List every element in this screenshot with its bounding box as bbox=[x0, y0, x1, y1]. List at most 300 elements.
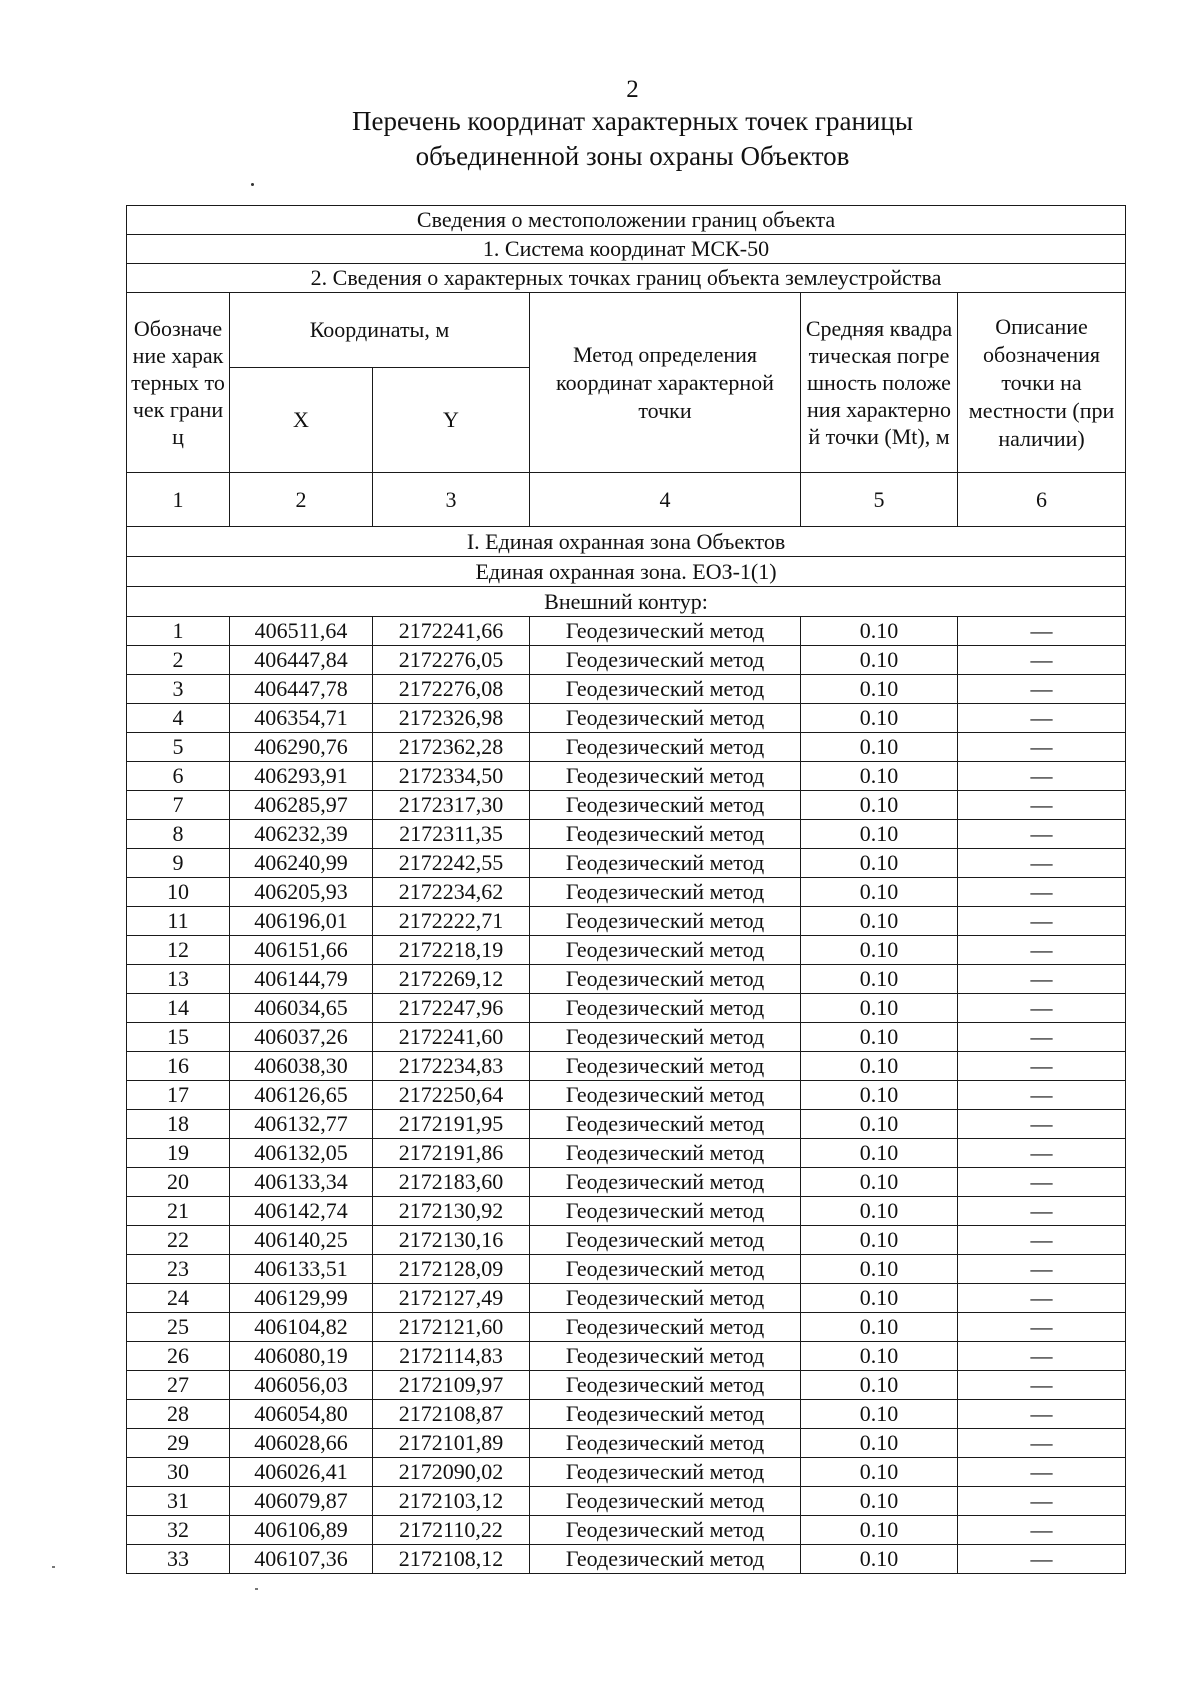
column-number-row bbox=[127, 473, 1126, 527]
y-coordinate-cell: 2172334,50 bbox=[373, 762, 530, 791]
error-cell: 0.10 bbox=[801, 1110, 958, 1139]
header-point-designation bbox=[127, 293, 230, 473]
method-cell: Геодезический метод bbox=[530, 965, 801, 994]
point-number-cell: 30 bbox=[127, 1458, 230, 1487]
point-number-cell: 15 bbox=[127, 1023, 230, 1052]
description-cell bbox=[958, 994, 1126, 1023]
x-coordinate-cell: 406151,66 bbox=[230, 936, 373, 965]
column-number: 3 bbox=[373, 473, 530, 527]
header-method-text: Метод определения координат характерной точки bbox=[556, 341, 774, 423]
method-cell: Геодезический метод bbox=[530, 820, 801, 849]
y-coordinate-cell: 2172317,30 bbox=[373, 791, 530, 820]
description-dash: — bbox=[1030, 1401, 1053, 1426]
error-cell: 0.10 bbox=[801, 1081, 958, 1110]
title-line-1: Перечень координат характерных точек границы bbox=[352, 106, 913, 136]
error-cell: 0.10 bbox=[801, 617, 958, 646]
caption-row-3 bbox=[127, 264, 1126, 293]
column-number: 2 bbox=[230, 473, 373, 527]
method-cell: Геодезический метод bbox=[530, 1458, 801, 1487]
point-number-cell: 8 bbox=[127, 820, 230, 849]
error-cell: 0.10 bbox=[801, 1342, 958, 1371]
description-cell bbox=[958, 704, 1126, 733]
table-row bbox=[127, 994, 1126, 1023]
point-number-cell: 21 bbox=[127, 1197, 230, 1226]
error-cell: 0.10 bbox=[801, 1168, 958, 1197]
x-coordinate-cell: 406140,25 bbox=[230, 1226, 373, 1255]
x-coordinate-cell: 406290,76 bbox=[230, 733, 373, 762]
x-coordinate-cell: 406232,39 bbox=[230, 820, 373, 849]
table-row bbox=[127, 733, 1126, 762]
description-dash: — bbox=[1030, 1488, 1053, 1513]
error-cell: 0.10 bbox=[801, 820, 958, 849]
table-row bbox=[127, 1545, 1126, 1574]
description-dash: — bbox=[1030, 1372, 1053, 1397]
y-coordinate-cell: 2172191,95 bbox=[373, 1110, 530, 1139]
method-cell: Геодезический метод bbox=[530, 907, 801, 936]
error-cell: 0.10 bbox=[801, 1139, 958, 1168]
description-cell bbox=[958, 1400, 1126, 1429]
x-coordinate-cell: 406142,74 bbox=[230, 1197, 373, 1226]
point-number-cell: 2 bbox=[127, 646, 230, 675]
table-row bbox=[127, 1342, 1126, 1371]
y-coordinate-cell: 2172276,08 bbox=[373, 675, 530, 704]
x-coordinate-cell: 406106,89 bbox=[230, 1516, 373, 1545]
point-number-cell: 12 bbox=[127, 936, 230, 965]
method-cell: Геодезический метод bbox=[530, 617, 801, 646]
point-number-cell: 27 bbox=[127, 1371, 230, 1400]
description-dash: — bbox=[1030, 908, 1053, 933]
point-number-cell: 11 bbox=[127, 907, 230, 936]
method-cell: Геодезический метод bbox=[530, 1545, 801, 1574]
method-cell: Геодезический метод bbox=[530, 1197, 801, 1226]
description-cell bbox=[958, 1429, 1126, 1458]
table-row bbox=[127, 1139, 1126, 1168]
y-coordinate-cell: 2172114,83 bbox=[373, 1342, 530, 1371]
y-coordinate-cell: 2172276,05 bbox=[373, 646, 530, 675]
x-coordinate-cell: 406107,36 bbox=[230, 1545, 373, 1574]
table-row bbox=[127, 1487, 1126, 1516]
x-coordinate-cell: 406285,97 bbox=[230, 791, 373, 820]
x-coordinate-cell: 406104,82 bbox=[230, 1313, 373, 1342]
method-cell: Геодезический метод bbox=[530, 1429, 801, 1458]
table-row bbox=[127, 1458, 1126, 1487]
description-cell bbox=[958, 1458, 1126, 1487]
header-row-1 bbox=[127, 293, 1126, 368]
description-cell bbox=[958, 617, 1126, 646]
error-cell: 0.10 bbox=[801, 1545, 958, 1574]
y-coordinate-cell: 2172326,98 bbox=[373, 704, 530, 733]
table-row bbox=[127, 965, 1126, 994]
method-cell: Геодезический метод bbox=[530, 1081, 801, 1110]
description-cell bbox=[958, 675, 1126, 704]
description-dash: — bbox=[1030, 879, 1053, 904]
x-coordinate-cell: 406447,78 bbox=[230, 675, 373, 704]
error-cell: 0.10 bbox=[801, 762, 958, 791]
point-number-cell: 28 bbox=[127, 1400, 230, 1429]
y-coordinate-cell: 2172130,92 bbox=[373, 1197, 530, 1226]
description-dash: — bbox=[1030, 1546, 1053, 1571]
page-number: 2 bbox=[626, 76, 639, 103]
point-number-cell: 4 bbox=[127, 704, 230, 733]
description-dash: — bbox=[1030, 676, 1053, 701]
y-coordinate-cell: 2172121,60 bbox=[373, 1313, 530, 1342]
header-y: Y bbox=[373, 368, 530, 473]
description-cell bbox=[958, 1255, 1126, 1284]
method-cell: Геодезический метод bbox=[530, 849, 801, 878]
y-coordinate-cell: 2172362,28 bbox=[373, 733, 530, 762]
table-row bbox=[127, 1429, 1126, 1458]
header-error-text: Средняя квадратическая погрешность положения характерной точки (Mt), м bbox=[805, 316, 953, 449]
caption-row-1 bbox=[127, 206, 1126, 235]
scan-speck bbox=[52, 1566, 55, 1568]
point-number-cell: 22 bbox=[127, 1226, 230, 1255]
description-cell bbox=[958, 1168, 1126, 1197]
x-coordinate-cell: 406293,91 bbox=[230, 762, 373, 791]
description-cell bbox=[958, 965, 1126, 994]
description-dash: — bbox=[1030, 937, 1053, 962]
description-dash: — bbox=[1030, 995, 1053, 1020]
table-row bbox=[127, 762, 1126, 791]
description-dash: — bbox=[1030, 1256, 1053, 1281]
section-row bbox=[127, 527, 1126, 557]
point-number-cell: 6 bbox=[127, 762, 230, 791]
table-row bbox=[127, 617, 1126, 646]
description-cell bbox=[958, 1023, 1126, 1052]
error-cell: 0.10 bbox=[801, 1226, 958, 1255]
x-coordinate-cell: 406511,64 bbox=[230, 617, 373, 646]
column-number: 6 bbox=[958, 473, 1126, 527]
caption-points-info: 2. Сведения о характерных точках границ объекта землеустройства bbox=[127, 264, 1126, 293]
point-number-cell: 31 bbox=[127, 1487, 230, 1516]
description-cell bbox=[958, 1371, 1126, 1400]
method-cell: Геодезический метод bbox=[530, 1371, 801, 1400]
table-row bbox=[127, 907, 1126, 936]
error-cell: 0.10 bbox=[801, 1023, 958, 1052]
point-number-cell: 23 bbox=[127, 1255, 230, 1284]
x-coordinate-cell: 406132,05 bbox=[230, 1139, 373, 1168]
table-row bbox=[127, 704, 1126, 733]
description-dash: — bbox=[1030, 647, 1053, 672]
method-cell: Геодезический метод bbox=[530, 878, 801, 907]
description-dash: — bbox=[1030, 1517, 1053, 1542]
y-coordinate-cell: 2172241,60 bbox=[373, 1023, 530, 1052]
error-cell: 0.10 bbox=[801, 1052, 958, 1081]
header-description bbox=[958, 293, 1126, 473]
description-cell bbox=[958, 646, 1126, 675]
description-dash: — bbox=[1030, 763, 1053, 788]
method-cell: Геодезический метод bbox=[530, 1052, 801, 1081]
description-cell bbox=[958, 1284, 1126, 1313]
column-number: 4 bbox=[530, 473, 801, 527]
table-row bbox=[127, 820, 1126, 849]
x-coordinate-cell: 406144,79 bbox=[230, 965, 373, 994]
table-row bbox=[127, 1255, 1126, 1284]
method-cell: Геодезический метод bbox=[530, 994, 801, 1023]
zone-row bbox=[127, 557, 1126, 587]
description-dash: — bbox=[1030, 705, 1053, 730]
header-method bbox=[530, 293, 801, 473]
description-dash: — bbox=[1030, 1285, 1053, 1310]
y-coordinate-cell: 2172234,83 bbox=[373, 1052, 530, 1081]
description-dash: — bbox=[1030, 1053, 1053, 1078]
description-cell bbox=[958, 1197, 1126, 1226]
x-coordinate-cell: 406129,99 bbox=[230, 1284, 373, 1313]
method-cell: Геодезический метод bbox=[530, 646, 801, 675]
contour-title: Внешний контур: bbox=[127, 587, 1126, 617]
caption-coordinate-system: 1. Система координат МСК-50 bbox=[127, 235, 1126, 264]
point-number-cell: 20 bbox=[127, 1168, 230, 1197]
y-coordinate-cell: 2172250,64 bbox=[373, 1081, 530, 1110]
x-coordinate-cell: 406056,03 bbox=[230, 1371, 373, 1400]
table-row bbox=[127, 1400, 1126, 1429]
header-description-text: Описание обозначения точки на местности (при наличии) bbox=[968, 313, 1115, 451]
error-cell: 0.10 bbox=[801, 1400, 958, 1429]
description-dash: — bbox=[1030, 1343, 1053, 1368]
point-number-cell: 7 bbox=[127, 791, 230, 820]
error-cell: 0.10 bbox=[801, 936, 958, 965]
x-coordinate-cell: 406447,84 bbox=[230, 646, 373, 675]
section-title: I. Единая охранная зона Объектов bbox=[127, 527, 1126, 557]
error-cell: 0.10 bbox=[801, 646, 958, 675]
x-coordinate-cell: 406038,30 bbox=[230, 1052, 373, 1081]
y-coordinate-cell: 2172183,60 bbox=[373, 1168, 530, 1197]
method-cell: Геодезический метод bbox=[530, 1516, 801, 1545]
method-cell: Геодезический метод bbox=[530, 936, 801, 965]
description-cell bbox=[958, 1110, 1126, 1139]
point-number-cell: 18 bbox=[127, 1110, 230, 1139]
description-cell bbox=[958, 1139, 1126, 1168]
x-coordinate-cell: 406205,93 bbox=[230, 878, 373, 907]
y-coordinate-cell: 2172130,16 bbox=[373, 1226, 530, 1255]
description-cell bbox=[958, 1313, 1126, 1342]
x-coordinate-cell: 406196,01 bbox=[230, 907, 373, 936]
description-cell bbox=[958, 762, 1126, 791]
y-coordinate-cell: 2172247,96 bbox=[373, 994, 530, 1023]
description-dash: — bbox=[1030, 618, 1053, 643]
description-dash: — bbox=[1030, 1111, 1053, 1136]
error-cell: 0.10 bbox=[801, 791, 958, 820]
table-row bbox=[127, 1081, 1126, 1110]
header-x: X bbox=[230, 368, 373, 473]
table-row bbox=[127, 1226, 1126, 1255]
description-dash: — bbox=[1030, 1082, 1053, 1107]
error-cell: 0.10 bbox=[801, 1487, 958, 1516]
point-number-cell: 14 bbox=[127, 994, 230, 1023]
point-number-cell: 26 bbox=[127, 1342, 230, 1371]
column-number: 1 bbox=[127, 473, 230, 527]
y-coordinate-cell: 2172269,12 bbox=[373, 965, 530, 994]
error-cell: 0.10 bbox=[801, 1284, 958, 1313]
scan-speck bbox=[251, 183, 254, 186]
contour-row bbox=[127, 587, 1126, 617]
description-dash: — bbox=[1030, 734, 1053, 759]
error-cell: 0.10 bbox=[801, 1458, 958, 1487]
method-cell: Геодезический метод bbox=[530, 1400, 801, 1429]
scan-speck bbox=[255, 1588, 258, 1590]
point-number-cell: 1 bbox=[127, 617, 230, 646]
error-cell: 0.10 bbox=[801, 965, 958, 994]
method-cell: Геодезический метод bbox=[530, 1313, 801, 1342]
error-cell: 0.10 bbox=[801, 675, 958, 704]
description-dash: — bbox=[1030, 1198, 1053, 1223]
error-cell: 0.10 bbox=[801, 849, 958, 878]
table-row bbox=[127, 1197, 1126, 1226]
table-row bbox=[127, 1313, 1126, 1342]
header-point-designation-text: Обозначение характерных точек границ bbox=[131, 316, 225, 449]
y-coordinate-cell: 2172128,09 bbox=[373, 1255, 530, 1284]
y-coordinate-cell: 2172242,55 bbox=[373, 849, 530, 878]
y-coordinate-cell: 2172110,22 bbox=[373, 1516, 530, 1545]
description-dash: — bbox=[1030, 1459, 1053, 1484]
table-row bbox=[127, 878, 1126, 907]
x-coordinate-cell: 406133,34 bbox=[230, 1168, 373, 1197]
y-coordinate-cell: 2172191,86 bbox=[373, 1139, 530, 1168]
error-cell: 0.10 bbox=[801, 1255, 958, 1284]
y-coordinate-cell: 2172218,19 bbox=[373, 936, 530, 965]
error-cell: 0.10 bbox=[801, 878, 958, 907]
description-cell bbox=[958, 849, 1126, 878]
y-coordinate-cell: 2172103,12 bbox=[373, 1487, 530, 1516]
point-number-cell: 9 bbox=[127, 849, 230, 878]
description-dash: — bbox=[1030, 966, 1053, 991]
table-row bbox=[127, 1371, 1126, 1400]
table-row bbox=[127, 1516, 1126, 1545]
point-number-cell: 10 bbox=[127, 878, 230, 907]
x-coordinate-cell: 406133,51 bbox=[230, 1255, 373, 1284]
description-dash: — bbox=[1030, 1430, 1053, 1455]
method-cell: Геодезический метод bbox=[530, 1168, 801, 1197]
error-cell: 0.10 bbox=[801, 994, 958, 1023]
description-cell bbox=[958, 1516, 1126, 1545]
point-number-cell: 25 bbox=[127, 1313, 230, 1342]
x-coordinate-cell: 406126,65 bbox=[230, 1081, 373, 1110]
description-dash: — bbox=[1030, 1024, 1053, 1049]
description-cell bbox=[958, 1226, 1126, 1255]
point-number-cell: 17 bbox=[127, 1081, 230, 1110]
description-cell bbox=[958, 907, 1126, 936]
description-cell bbox=[958, 1081, 1126, 1110]
description-dash: — bbox=[1030, 1227, 1053, 1252]
x-coordinate-cell: 406132,77 bbox=[230, 1110, 373, 1139]
method-cell: Геодезический метод bbox=[530, 1226, 801, 1255]
y-coordinate-cell: 2172109,97 bbox=[373, 1371, 530, 1400]
method-cell: Геодезический метод bbox=[530, 1255, 801, 1284]
title-line-2: объединенной зоны охраны Объектов bbox=[415, 141, 850, 171]
y-coordinate-cell: 2172241,66 bbox=[373, 617, 530, 646]
table-row bbox=[127, 1023, 1126, 1052]
error-cell: 0.10 bbox=[801, 733, 958, 762]
description-dash: — bbox=[1030, 850, 1053, 875]
description-dash: — bbox=[1030, 821, 1053, 846]
table-row bbox=[127, 1168, 1126, 1197]
point-number-cell: 19 bbox=[127, 1139, 230, 1168]
y-coordinate-cell: 2172090,02 bbox=[373, 1458, 530, 1487]
description-cell bbox=[958, 1052, 1126, 1081]
description-dash: — bbox=[1030, 1140, 1053, 1165]
description-dash: — bbox=[1030, 1169, 1053, 1194]
table-row bbox=[127, 675, 1126, 704]
point-number-cell: 5 bbox=[127, 733, 230, 762]
x-coordinate-cell: 406240,99 bbox=[230, 849, 373, 878]
method-cell: Геодезический метод bbox=[530, 1023, 801, 1052]
method-cell: Геодезический метод bbox=[530, 791, 801, 820]
coordinates-table bbox=[126, 205, 1126, 1574]
error-cell: 0.10 bbox=[801, 1197, 958, 1226]
y-coordinate-cell: 2172234,62 bbox=[373, 878, 530, 907]
table-row bbox=[127, 1052, 1126, 1081]
y-coordinate-cell: 2172101,89 bbox=[373, 1429, 530, 1458]
error-cell: 0.10 bbox=[801, 1429, 958, 1458]
table-row bbox=[127, 646, 1126, 675]
method-cell: Геодезический метод bbox=[530, 1110, 801, 1139]
point-number-cell: 3 bbox=[127, 675, 230, 704]
description-cell bbox=[958, 733, 1126, 762]
table-row bbox=[127, 849, 1126, 878]
method-cell: Геодезический метод bbox=[530, 675, 801, 704]
x-coordinate-cell: 406079,87 bbox=[230, 1487, 373, 1516]
document-title bbox=[0, 104, 1200, 174]
x-coordinate-cell: 406080,19 bbox=[230, 1342, 373, 1371]
caption-row-2 bbox=[127, 235, 1126, 264]
x-coordinate-cell: 406054,80 bbox=[230, 1400, 373, 1429]
point-number-cell: 13 bbox=[127, 965, 230, 994]
y-coordinate-cell: 2172108,12 bbox=[373, 1545, 530, 1574]
error-cell: 0.10 bbox=[801, 1371, 958, 1400]
y-coordinate-cell: 2172222,71 bbox=[373, 907, 530, 936]
description-cell bbox=[958, 1487, 1126, 1516]
method-cell: Геодезический метод bbox=[530, 762, 801, 791]
point-number-cell: 33 bbox=[127, 1545, 230, 1574]
error-cell: 0.10 bbox=[801, 1313, 958, 1342]
method-cell: Геодезический метод bbox=[530, 1487, 801, 1516]
method-cell: Геодезический метод bbox=[530, 733, 801, 762]
description-cell bbox=[958, 1342, 1126, 1371]
x-coordinate-cell: 406028,66 bbox=[230, 1429, 373, 1458]
point-number-cell: 29 bbox=[127, 1429, 230, 1458]
y-coordinate-cell: 2172108,87 bbox=[373, 1400, 530, 1429]
error-cell: 0.10 bbox=[801, 1516, 958, 1545]
method-cell: Геодезический метод bbox=[530, 704, 801, 733]
x-coordinate-cell: 406026,41 bbox=[230, 1458, 373, 1487]
caption-location-info: Сведения о местоположении границ объекта bbox=[127, 206, 1126, 235]
error-cell: 0.10 bbox=[801, 907, 958, 936]
header-error bbox=[801, 293, 958, 473]
description-cell bbox=[958, 820, 1126, 849]
point-number-cell: 16 bbox=[127, 1052, 230, 1081]
table-row bbox=[127, 936, 1126, 965]
description-cell bbox=[958, 878, 1126, 907]
y-coordinate-cell: 2172127,49 bbox=[373, 1284, 530, 1313]
header-coordinates: Координаты, м bbox=[230, 293, 530, 368]
table-row bbox=[127, 1110, 1126, 1139]
description-cell bbox=[958, 791, 1126, 820]
column-number: 5 bbox=[801, 473, 958, 527]
method-cell: Геодезический метод bbox=[530, 1342, 801, 1371]
x-coordinate-cell: 406354,71 bbox=[230, 704, 373, 733]
point-number-cell: 24 bbox=[127, 1284, 230, 1313]
description-cell bbox=[958, 1545, 1126, 1574]
x-coordinate-cell: 406034,65 bbox=[230, 994, 373, 1023]
point-number-cell: 32 bbox=[127, 1516, 230, 1545]
error-cell: 0.10 bbox=[801, 704, 958, 733]
table-row bbox=[127, 791, 1126, 820]
x-coordinate-cell: 406037,26 bbox=[230, 1023, 373, 1052]
method-cell: Геодезический метод bbox=[530, 1284, 801, 1313]
description-cell bbox=[958, 936, 1126, 965]
zone-title: Единая охранная зона. ЕОЗ-1(1) bbox=[127, 557, 1126, 587]
y-coordinate-cell: 2172311,35 bbox=[373, 820, 530, 849]
description-dash: — bbox=[1030, 792, 1053, 817]
